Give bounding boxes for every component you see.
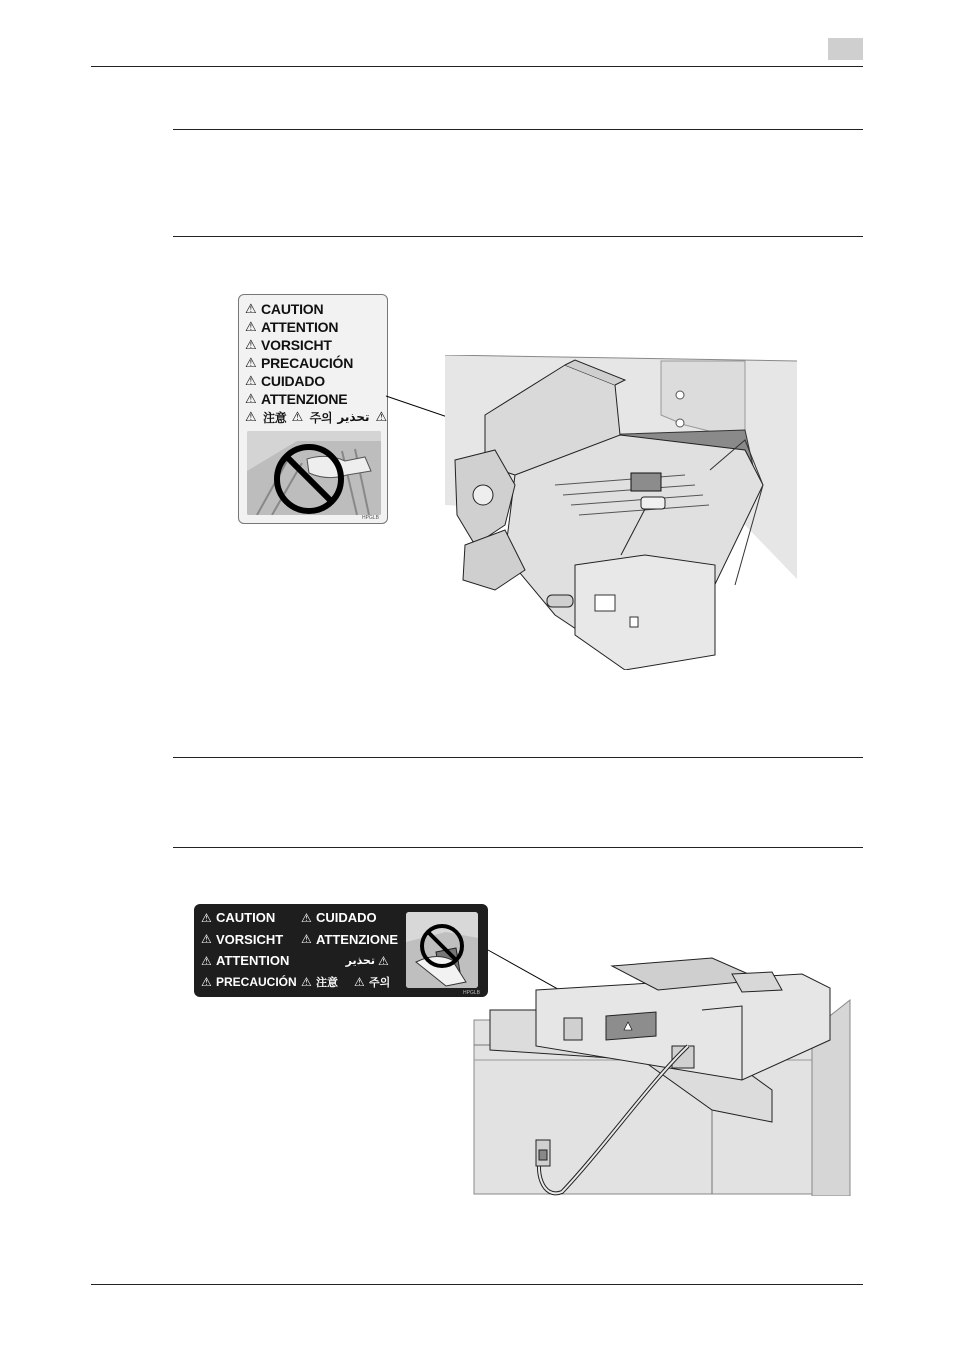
section-rule-3 xyxy=(173,757,863,758)
warning-triangle-icon: ⚠ xyxy=(245,355,257,370)
section-rule-2 xyxy=(173,236,863,237)
warning-triangle-icon: ⚠ xyxy=(201,953,212,968)
caution-label-bottom: ⚠ CAUTION ⚠ CUIDADO ⚠ VORSICHT ⚠ ATTENZIONE ⚠ ATTENTION تحذير ⚠ ⚠ PRECAUCIÓN ⚠ 注意 ⚠ 주의 HPGLB xyxy=(194,904,488,997)
warning-triangle-icon: ⚠ xyxy=(201,932,212,947)
document-feeder-illustration xyxy=(472,950,852,1196)
warning-triangle-icon: ⚠ xyxy=(245,301,257,316)
warning-row: ⚠ VORSICHT xyxy=(245,337,332,353)
warning-triangle-icon: ⚠ xyxy=(375,409,387,424)
warning-row: ⚠ PRECAUCIÓN xyxy=(245,355,354,371)
header-rule xyxy=(91,66,863,67)
section-rule-1 xyxy=(173,129,863,130)
warning-triangle-icon: ⚠ xyxy=(354,975,365,990)
section-rule-4 xyxy=(173,847,863,848)
no-hand-prohibition-icon xyxy=(406,912,478,988)
caution-label-top: ⚠ CAUTION ⚠ ATTENTION ⚠ VORSICHT ⚠ PRECAUCIÓN ⚠ CUIDADO ⚠ ATTENZIONE ⚠ 注意 ⚠ 주의 تحذير ⚠ HPGLB xyxy=(238,294,388,524)
warning-triangle-icon: ⚠ xyxy=(201,910,212,925)
warning-triangle-icon: ⚠ xyxy=(245,409,257,424)
warning-triangle-icon: ⚠ xyxy=(301,975,312,990)
warning-triangle-icon: ⚠ xyxy=(245,391,257,406)
warning-triangle-icon: ⚠ xyxy=(245,337,257,352)
footer-rule xyxy=(91,1284,863,1285)
warning-triangle-icon: ⚠ xyxy=(245,373,257,388)
no-hand-prohibition-icon xyxy=(247,431,381,515)
warning-triangle-icon: ⚠ xyxy=(301,910,312,925)
warning-row: ⚠ ATTENZIONE xyxy=(245,391,348,407)
warning-row: ⚠ CUIDADO xyxy=(245,373,325,389)
warning-row: ⚠ CAUTION xyxy=(245,301,324,317)
warning-triangle-icon: ⚠ xyxy=(201,975,212,990)
warning-triangle-icon: ⚠ xyxy=(301,932,312,947)
warning-row: ⚠ ATTENTION xyxy=(245,319,339,335)
warning-triangle-icon: ⚠ xyxy=(291,409,304,424)
finisher-unit-illustration xyxy=(445,355,800,670)
warning-triangle-icon: ⚠ xyxy=(245,319,257,334)
page-number-badge xyxy=(828,38,863,60)
warning-row-asian: ⚠ 注意 ⚠ 주의 تحذير ⚠ xyxy=(245,408,391,426)
warning-triangle-icon: ⚠ xyxy=(378,953,389,968)
